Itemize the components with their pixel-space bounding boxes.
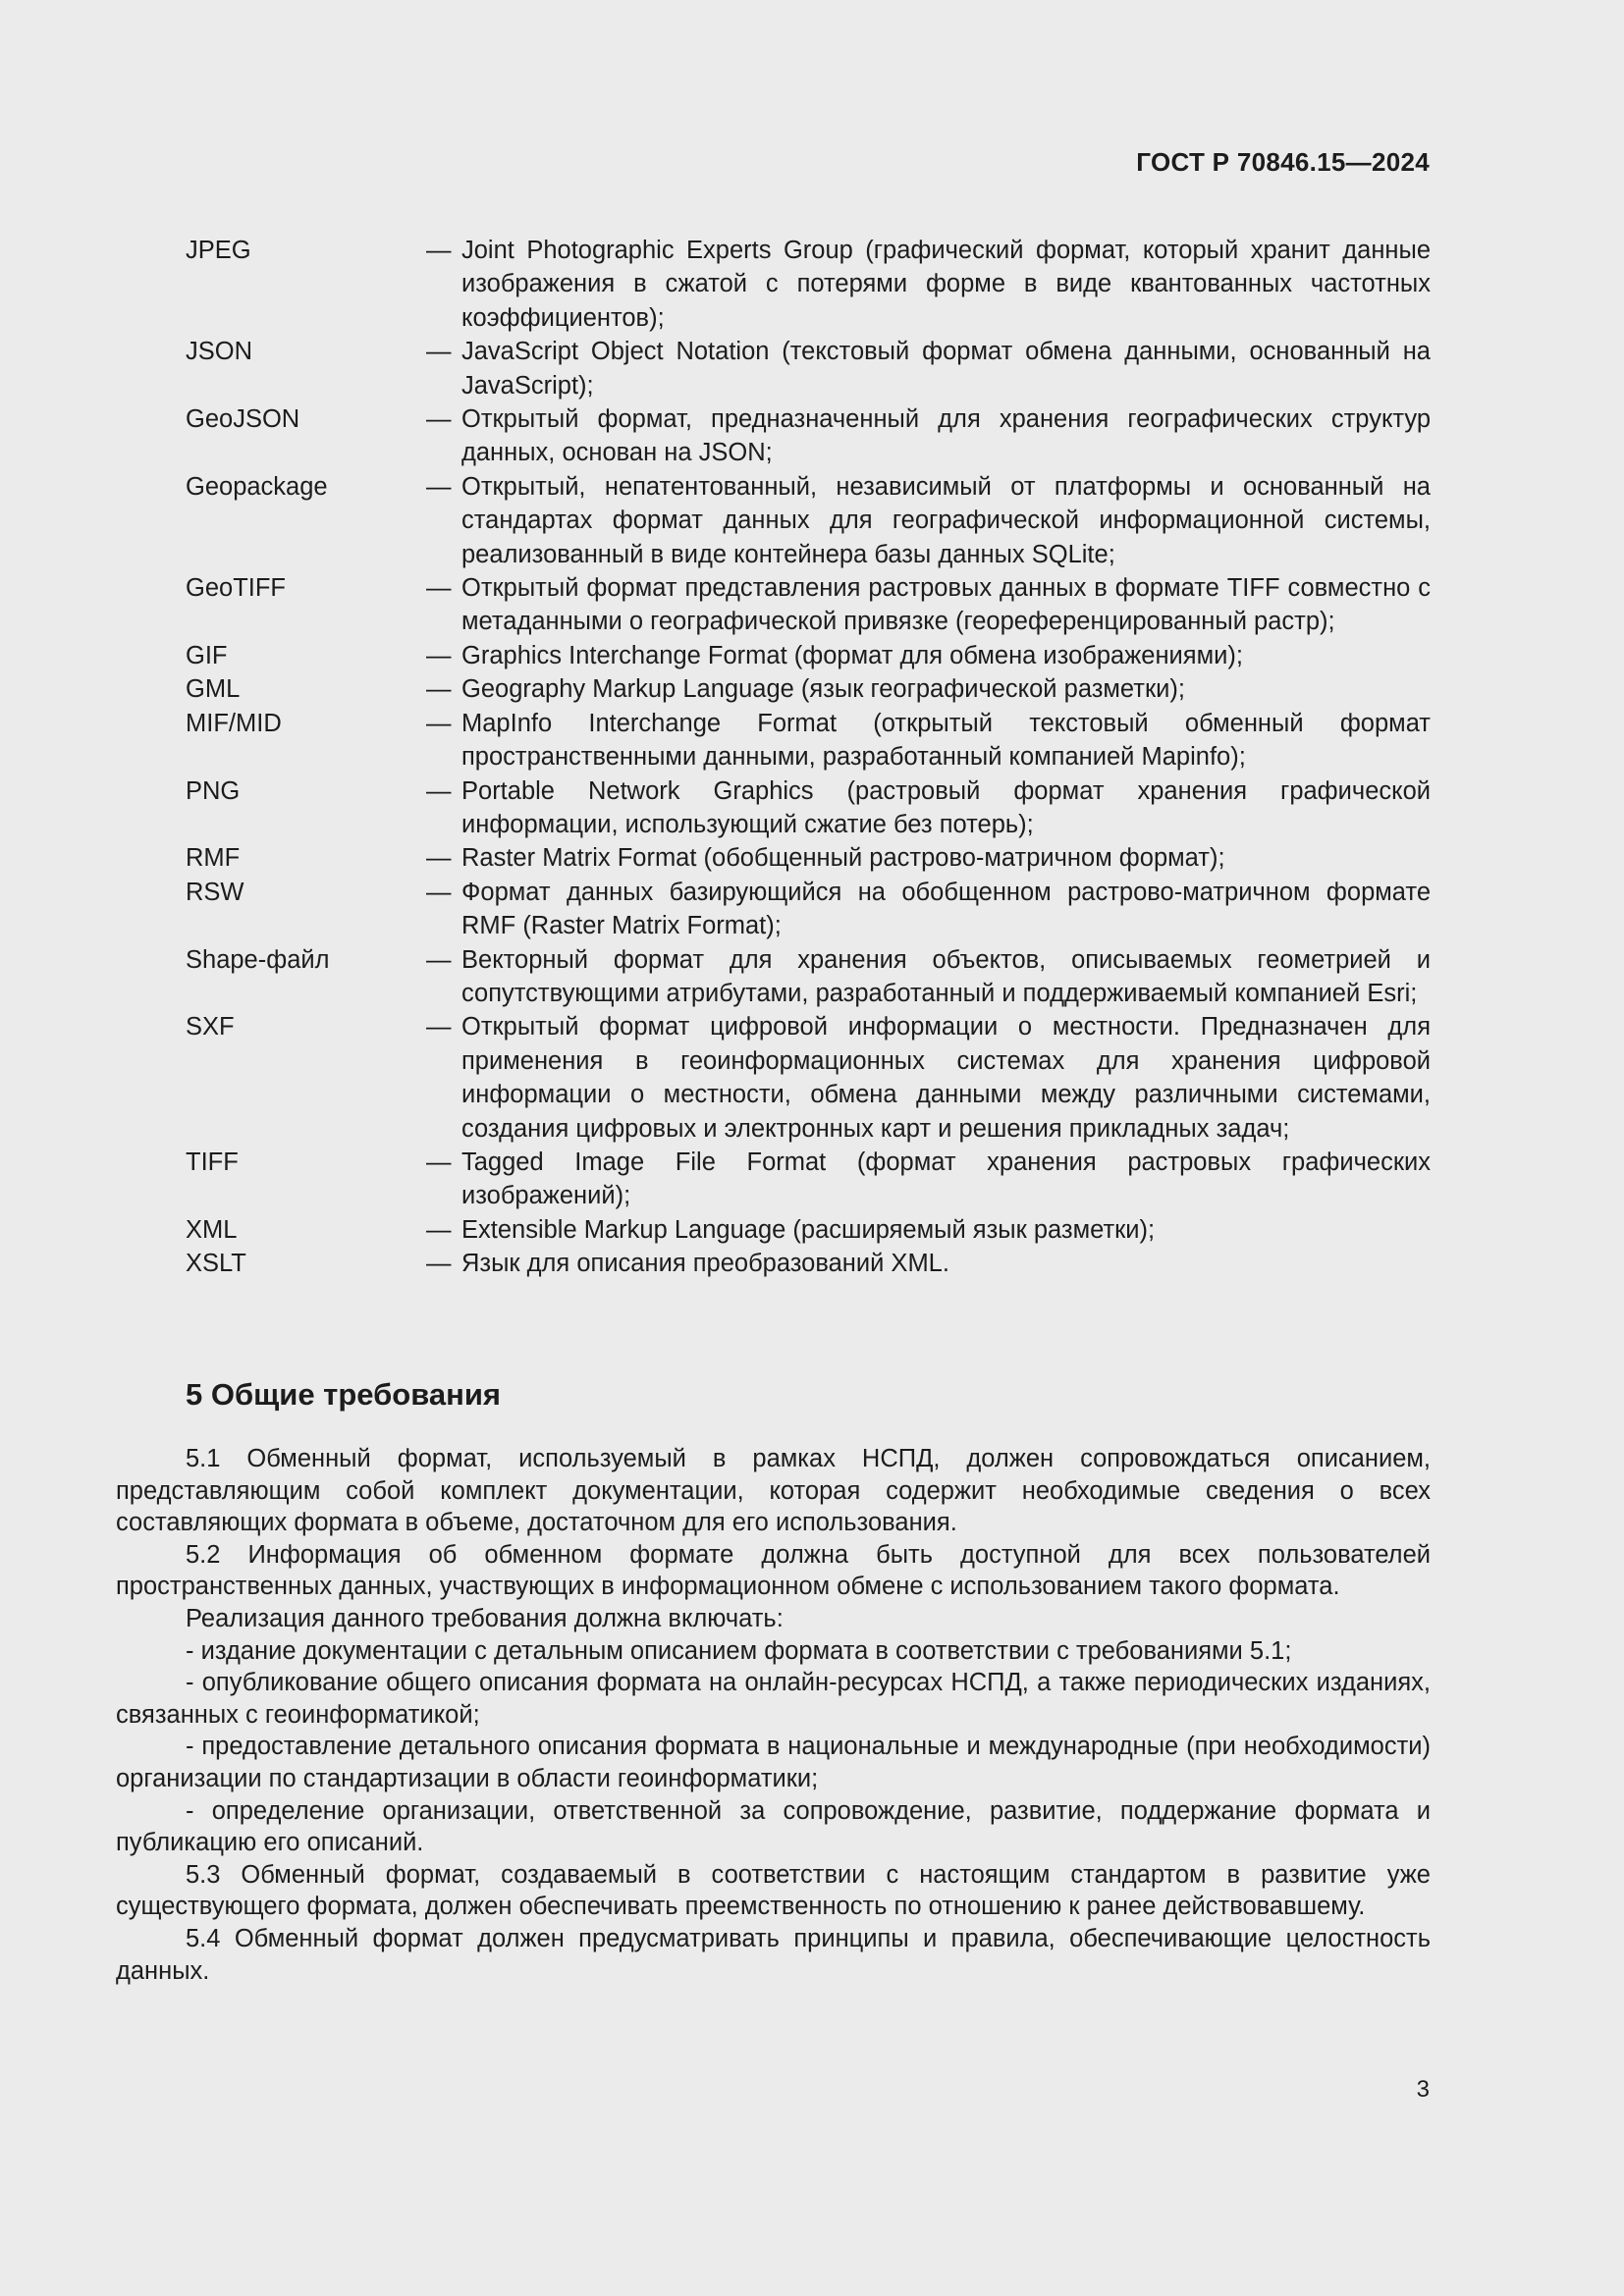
abbreviation-dash: — <box>426 1013 452 1041</box>
abbreviation-row <box>186 841 1431 875</box>
abbreviation-definition: Открытый формат цифровой информации о местности. Предназначен для применения в геоинформационных системах для хранения цифровой информации о местности, обмена данными между различными системами, создания цифровых и электронных карт и решения прикладных задач; <box>461 1013 1431 1143</box>
abbreviation-dash: — <box>426 1250 452 1278</box>
abbreviation-dash: — <box>426 641 452 669</box>
abbreviation-row <box>186 672 1431 706</box>
abbreviation-dash: — <box>426 1148 452 1176</box>
body-paragraph: - издание документации с детальным описанием формата в соответствии с требованиями 5.1; <box>186 1636 1292 1665</box>
abbreviation-definition: Открытый формат представления растровых данных в формате TIFF совместно с метаданными о географической привязке (геореференцированный растр); <box>461 574 1431 636</box>
abbreviation-term: Geopackage <box>186 472 328 501</box>
abbreviation-row <box>186 571 1431 639</box>
abbreviation-row <box>186 335 1431 402</box>
body-paragraph: - опубликование общего описания формата на онлайн-ресурсах НСПД, а также периодических изданиях, связанных с геоинформатикой; <box>116 1669 1431 1729</box>
abbreviation-term: JSON <box>186 338 253 366</box>
abbreviation-row <box>186 876 1431 943</box>
abbreviation-definition: Язык для описания преобразований XML. <box>461 1250 949 1278</box>
abbreviation-row <box>186 707 1431 774</box>
abbreviation-row <box>186 470 1431 571</box>
abbreviation-definition: Открытый, непатентованный, независимый от платформы и основанный на стандартах формат данных для географической информационной системы, реализованный в виде контейнера базы данных SQLite; <box>461 472 1431 568</box>
abbreviation-definition: Tagged Image File Format (формат хранения растровых графических изображений); <box>461 1148 1431 1210</box>
abbreviation-definition: Открытый формат, предназначенный для хранения географических структур данных, основан на JSON; <box>461 405 1431 467</box>
abbreviation-row <box>186 402 1431 470</box>
abbreviation-term: MIF/MID <box>186 709 282 737</box>
abbreviation-term: XSLT <box>186 1250 246 1278</box>
abbreviation-definition: Graphics Interchange Format (формат для обмена изображениями); <box>461 641 1243 669</box>
abbreviation-term: GML <box>186 675 241 704</box>
section-heading: 5 Общие требования <box>186 1377 501 1412</box>
abbreviation-term: RMF <box>186 844 241 873</box>
abbreviation-list <box>186 234 1431 1281</box>
abbreviation-definition: Portable Network Graphics (растровый формат хранения графической информации, использующий сжатие без потерь); <box>461 776 1431 838</box>
body-paragraph: 5.1 Обменный формат, используемый в рамках НСПД, должен сопровождаться описанием, представляющим собой комплект документации, которая содержит необходимые сведения о всех составляющих формата в объеме, достаточном для его использования. <box>116 1445 1431 1537</box>
abbreviation-term: XML <box>186 1215 238 1244</box>
body-paragraph: 5.4 Обменный формат должен предусматривать принципы и правила, обеспечивающие целостность данных. <box>116 1924 1431 1985</box>
abbreviation-dash: — <box>426 878 452 906</box>
abbreviation-row <box>186 1010 1431 1146</box>
abbreviation-term: TIFF <box>186 1148 239 1176</box>
abbreviation-term: PNG <box>186 776 241 805</box>
abbreviation-term: RSW <box>186 878 244 906</box>
abbreviation-row <box>186 1213 1431 1247</box>
body-paragraph: - предоставление детального описания формата в национальные и международные (при необходимости) организации по стандартизации в области геоинформатики; <box>116 1733 1431 1792</box>
document-standard-id: ГОСТ Р 70846.15—2024 <box>1136 147 1430 177</box>
abbreviation-term: SXF <box>186 1013 235 1041</box>
abbreviation-definition: Raster Matrix Format (обобщенный растрово-матричном формат); <box>461 844 1225 873</box>
abbreviation-dash: — <box>426 472 452 501</box>
abbreviation-term: JPEG <box>186 237 251 264</box>
abbreviation-row <box>186 774 1431 842</box>
abbreviation-row <box>186 1247 1431 1280</box>
body-paragraph: 5.2 Информация об обменном формате должна быть доступной для всех пользователей пространственных данных, участвующих в информационном обмене с использованием такого формата. <box>116 1540 1431 1601</box>
abbreviation-definition: Geography Markup Language (язык географической разметки); <box>461 675 1185 704</box>
abbreviation-definition: Extensible Markup Language (расширяемый язык разметки); <box>461 1215 1156 1244</box>
abbreviation-dash: — <box>426 945 452 974</box>
abbreviation-dash: — <box>426 338 452 366</box>
abbreviation-definition: Векторный формат для хранения объектов, описываемых геометрией и сопутствующими атрибутами, разработанный и поддерживаемый компанией Esri; <box>461 945 1431 1007</box>
abbreviation-definition: MapInfo Interchange Format (открытый текстовый обменный формат пространственными данными, разработанный компанией Mapinfo); <box>461 709 1431 772</box>
body-paragraph: Реализация данного требования должна включать: <box>186 1604 784 1632</box>
body-paragraph: 5.3 Обменный формат, создаваемый в соответствии с настоящим стандартом в развитие уже существующего формата, должен обеспечивать преемственность по отношению к ранее действовавшему. <box>116 1860 1431 1921</box>
abbreviation-dash: — <box>426 237 452 264</box>
abbreviation-dash: — <box>426 709 452 737</box>
page-number: 3 <box>1416 2076 1430 2103</box>
abbreviation-dash: — <box>426 1215 452 1244</box>
body-paragraph: - определение организации, ответственной за сопровождение, развитие, поддержание формата и публикацию его описаний. <box>116 1796 1431 1857</box>
abbreviation-dash: — <box>426 844 452 873</box>
abbreviation-dash: — <box>426 776 452 805</box>
abbreviation-dash: — <box>426 405 452 434</box>
abbreviation-term: Shape-файл <box>186 945 330 974</box>
abbreviation-term: GeoTIFF <box>186 574 287 603</box>
abbreviation-definition: Формат данных базирующийся на обобщенном растрово-матричном формате RMF (Raster Matrix Format); <box>461 878 1431 940</box>
abbreviation-definition: JavaScript Object Notation (текстовый формат обмена данными, основанный на JavaScript); <box>461 338 1431 400</box>
abbreviation-term: GeoJSON <box>186 405 300 434</box>
abbreviation-row <box>186 943 1431 1011</box>
abbreviation-dash: — <box>426 574 452 603</box>
abbreviation-term: GIF <box>186 641 228 669</box>
abbreviation-definition: Joint Photographic Experts Group (графический формат, который хранит данные изображения в сжатой с потерями форме в виде квантованных частотных коэффициентов); <box>461 237 1431 332</box>
abbreviation-row <box>186 1146 1431 1213</box>
section-body <box>116 1443 1431 1987</box>
abbreviation-dash: — <box>426 675 452 704</box>
abbreviation-row <box>186 639 1431 672</box>
abbreviation-row <box>186 234 1431 335</box>
